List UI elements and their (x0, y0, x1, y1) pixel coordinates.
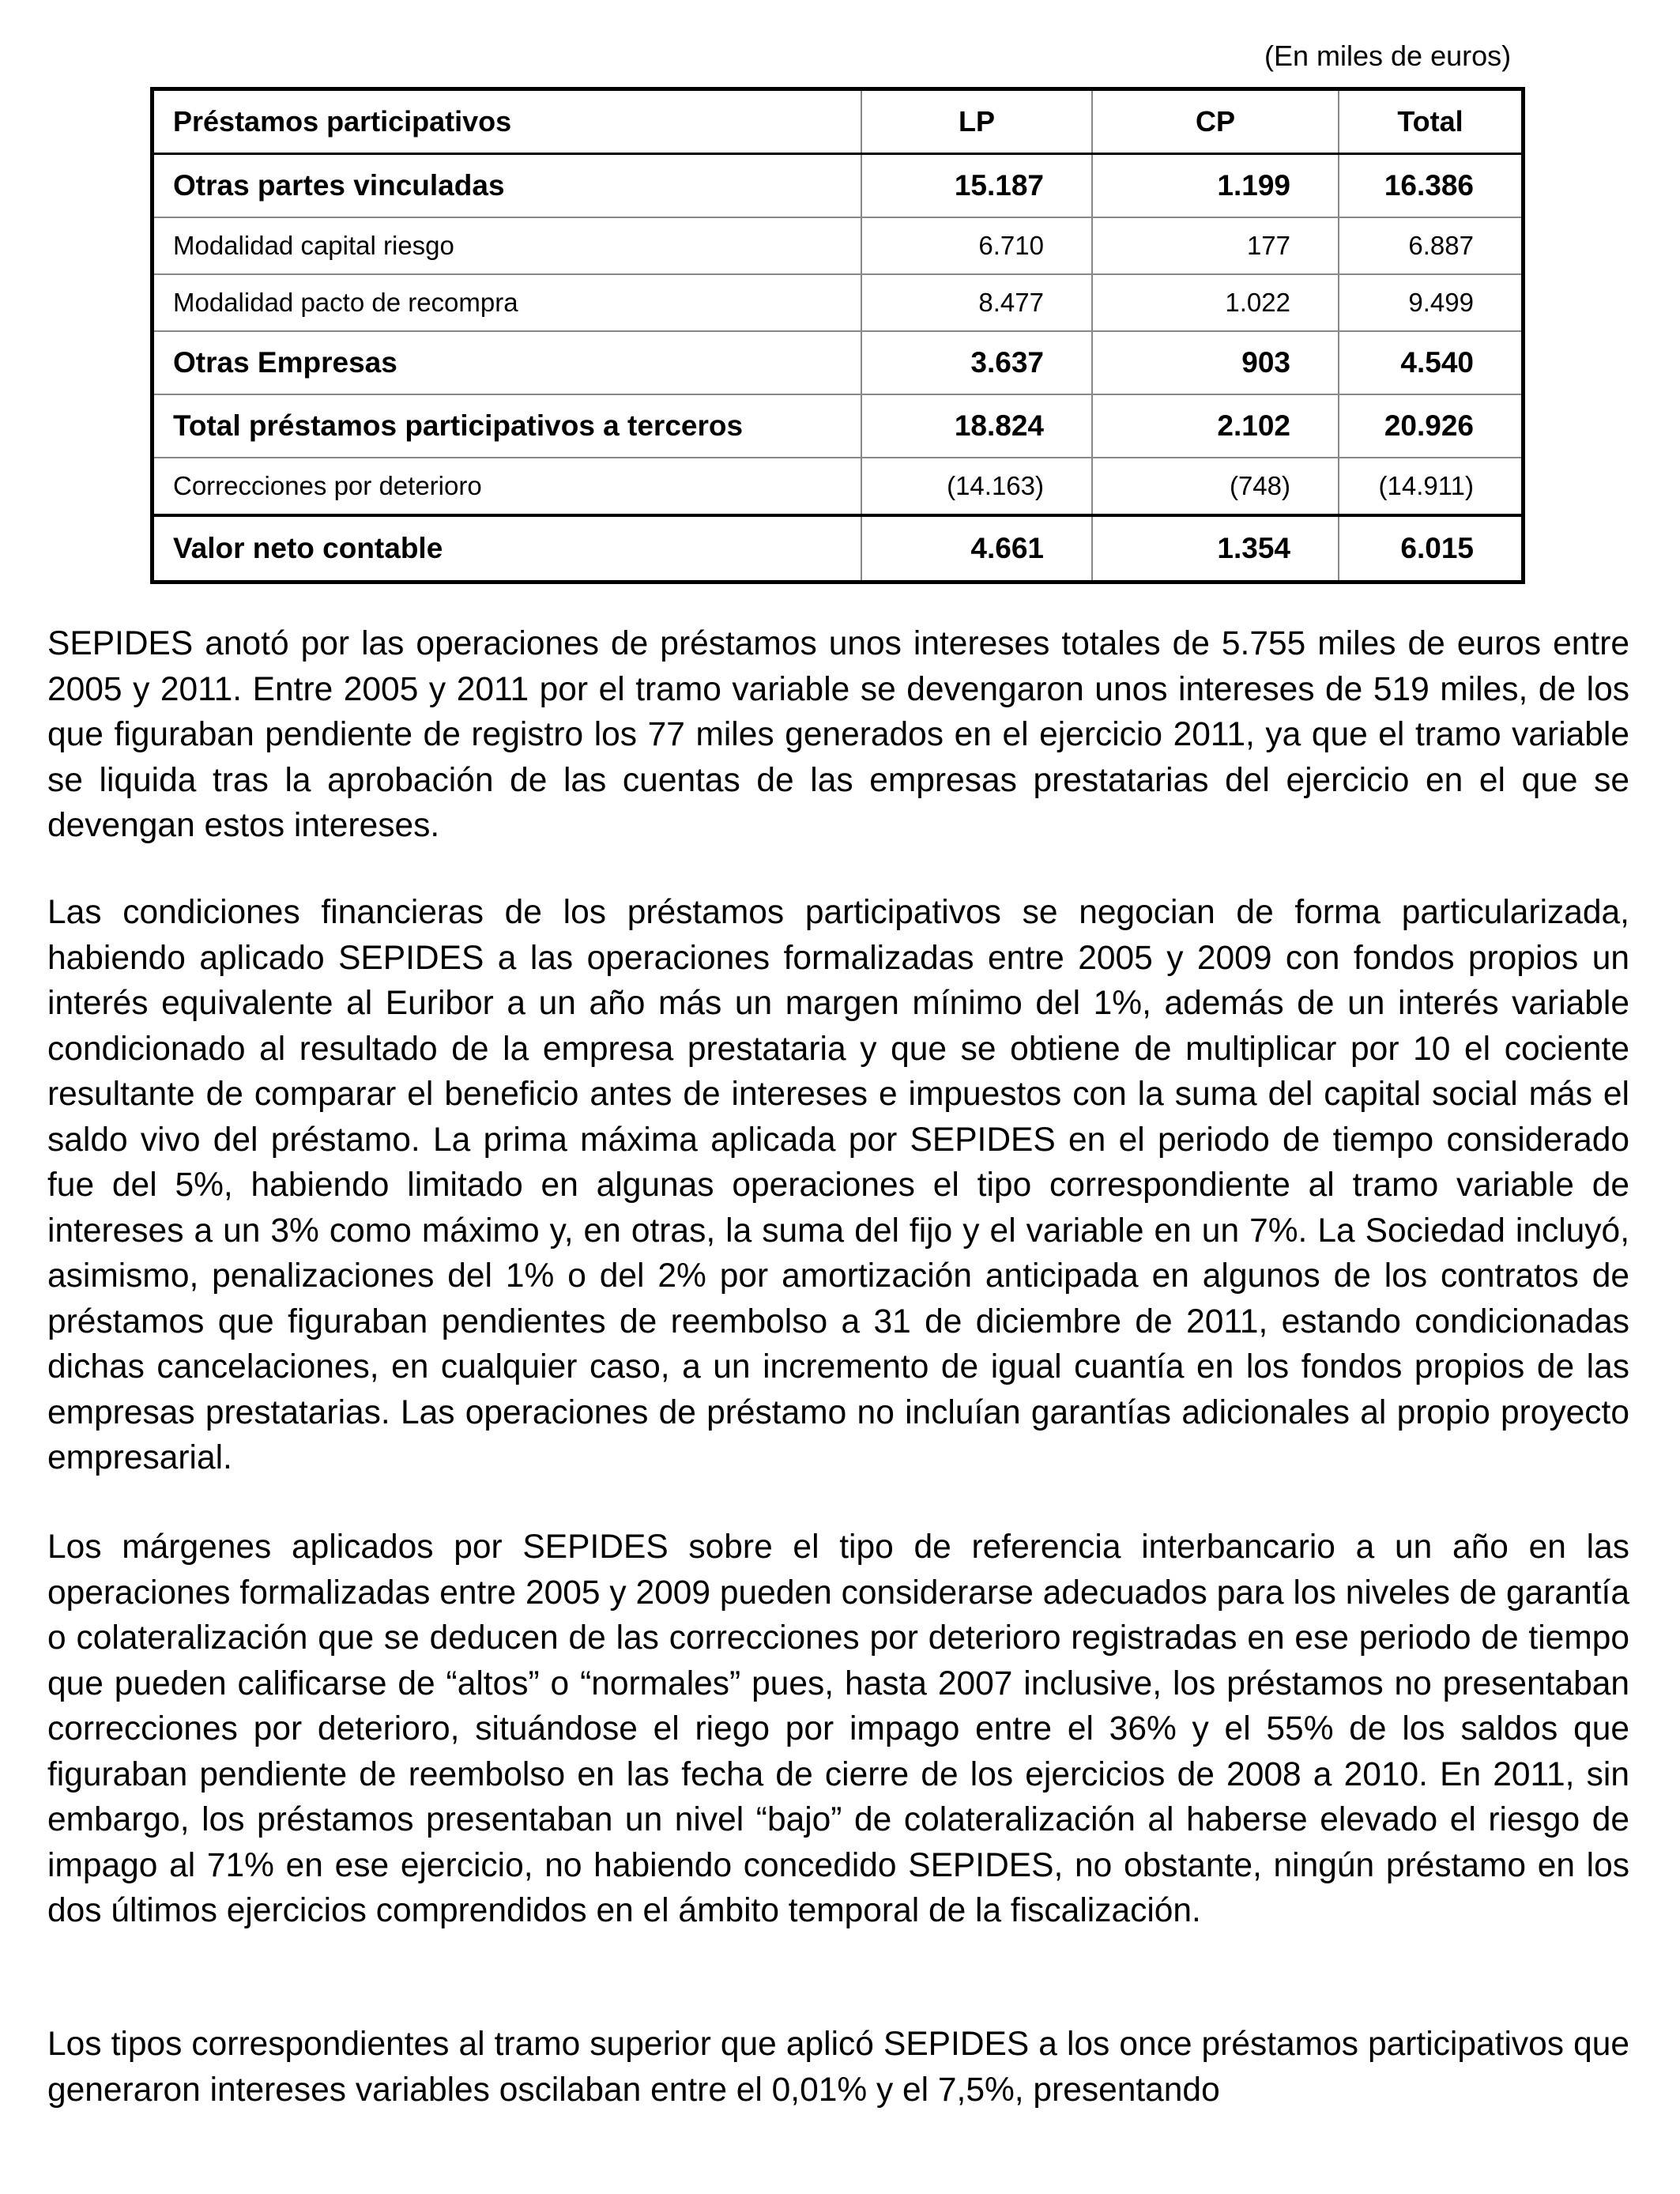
header-cp: CP (1092, 89, 1339, 154)
row-total: 4.540 (1339, 331, 1524, 394)
row-lp: 3.637 (861, 331, 1092, 394)
table-row (153, 331, 1524, 394)
row-total: 6.015 (1339, 515, 1524, 582)
table-row (153, 274, 1524, 331)
table-header-row (153, 89, 1524, 154)
paragraph: Las condiciones financieras de los préstamos participativos se negocian de forma particularizada, habiendo aplicado SEPIDES a las operaciones formalizadas entre 2005 y 2009 con fondos propios un interés equivalente al Euribor a un año más un margen mínimo del 1%, además de un interés variable condicionado al resultado de la empresa prestataria y que se obtiene de multiplicar por 10 el cociente resultante de comparar el beneficio antes de intereses e impuestos con la suma del capital social más el saldo vivo del préstamo. La prima máxima aplicada por SEPIDES en el periodo de tiempo considerado fue del 5%, habiendo limitado en algunas operaciones el tipo correspondiente al tramo variable de intereses a un 3% como máximo y, en otras, la suma del fijo y el variable en un 7%. La Sociedad incluyó, asimismo, penalizaciones del 1% o del 2% por amortización anticipada en algunos de los contratos de préstamos que figuraban pendientes de reembolso a 31 de diciembre de 2011, estando condicionadas dichas cancelaciones, en cualquier caso, a un incremento de igual cuantía en los fondos propios de las empresas prestatarias. Las operaciones de préstamo no incluían garantías adicionales al propio proyecto empresarial. (47, 894, 1629, 1476)
row-lp: 6.710 (861, 217, 1092, 274)
row-label: Otras partes vinculadas (153, 154, 862, 218)
table-row (153, 394, 1524, 458)
row-label: Correcciones por deterioro (153, 458, 862, 515)
row-label: Modalidad pacto de recompra (153, 274, 862, 331)
table-row (153, 515, 1524, 582)
row-cp: 1.354 (1092, 515, 1339, 582)
row-lp: 18.824 (861, 394, 1092, 458)
row-lp: 8.477 (861, 274, 1092, 331)
row-label: Valor neto contable (153, 515, 862, 582)
row-label: Otras Empresas (153, 331, 862, 394)
row-cp: 1.022 (1092, 274, 1339, 331)
row-cp: 2.102 (1092, 394, 1339, 458)
table-row (153, 217, 1524, 274)
paragraph: Los tipos correspondientes al tramo superior que aplicó SEPIDES a los once préstamos participativos que generaron intereses variables oscilaban entre el 0,01% y el 7,5%, presentando (47, 2026, 1629, 2109)
header-lp: LP (861, 89, 1092, 154)
header-loans: Préstamos participativos (153, 89, 862, 154)
header-total: Total (1339, 89, 1524, 154)
row-lp: 4.661 (861, 515, 1092, 582)
row-label: Total préstamos participativos a terceros (153, 394, 862, 458)
row-cp: 177 (1092, 217, 1339, 274)
unit-note: (En miles de euros) (1264, 40, 1512, 72)
row-label: Modalidad capital riesgo (153, 217, 862, 274)
row-lp: 15.187 (861, 154, 1092, 218)
row-cp: 1.199 (1092, 154, 1339, 218)
table-row (153, 458, 1524, 515)
row-total: 20.926 (1339, 394, 1524, 458)
row-total: 16.386 (1339, 154, 1524, 218)
row-lp: (14.163) (861, 458, 1092, 515)
row-total: 6.887 (1339, 217, 1524, 274)
paragraph: SEPIDES anotó por las operaciones de préstamos unos intereses totales de 5.755 miles de euros entre 2005 y 2011. Entre 2005 y 2011 por el tramo variable se devengaron unos intereses de 519 miles, de los que figuraban pendiente de registro los 77 miles generados en el ejercicio 2011, ya que el tramo variable se liquida tras la aprobación de las cuentas de las empresas prestatarias del ejercicio en el que se devengan estos intereses. (47, 625, 1629, 844)
paragraph: Los márgenes aplicados por SEPIDES sobre el tipo de referencia interbancario a un año en las operaciones formalizadas entre 2005 y 2009 pueden considerarse adecuados para los niveles de garantía o colateralización que se deducen de las correcciones por deterioro registradas en ese periodo de tiempo que pueden calificarse de “altos” o “normales” pues, hasta 2007 inclusive, los préstamos no presentaban correcciones por deterioro, situándose el riego por impago entre el 36% y el 55% de los saldos que figuraban pendiente de reembolso en las fecha de cierre de los ejercicios de 2008 a 2010. En 2011, sin embargo, los préstamos presentaban un nivel “bajo” de colateralización al haberse elevado el riesgo de impago al 71% en ese ejercicio, no habiendo concedido SEPIDES, no obstante, ningún préstamo en los dos últimos ejercicios comprendidos en el ámbito temporal de la fiscalización. (47, 1529, 1629, 1929)
row-cp: (748) (1092, 458, 1339, 515)
row-cp: 903 (1092, 331, 1339, 394)
row-total: 9.499 (1339, 274, 1524, 331)
row-total: (14.911) (1339, 458, 1524, 515)
table-row (153, 154, 1524, 218)
loans-table (150, 87, 1525, 584)
